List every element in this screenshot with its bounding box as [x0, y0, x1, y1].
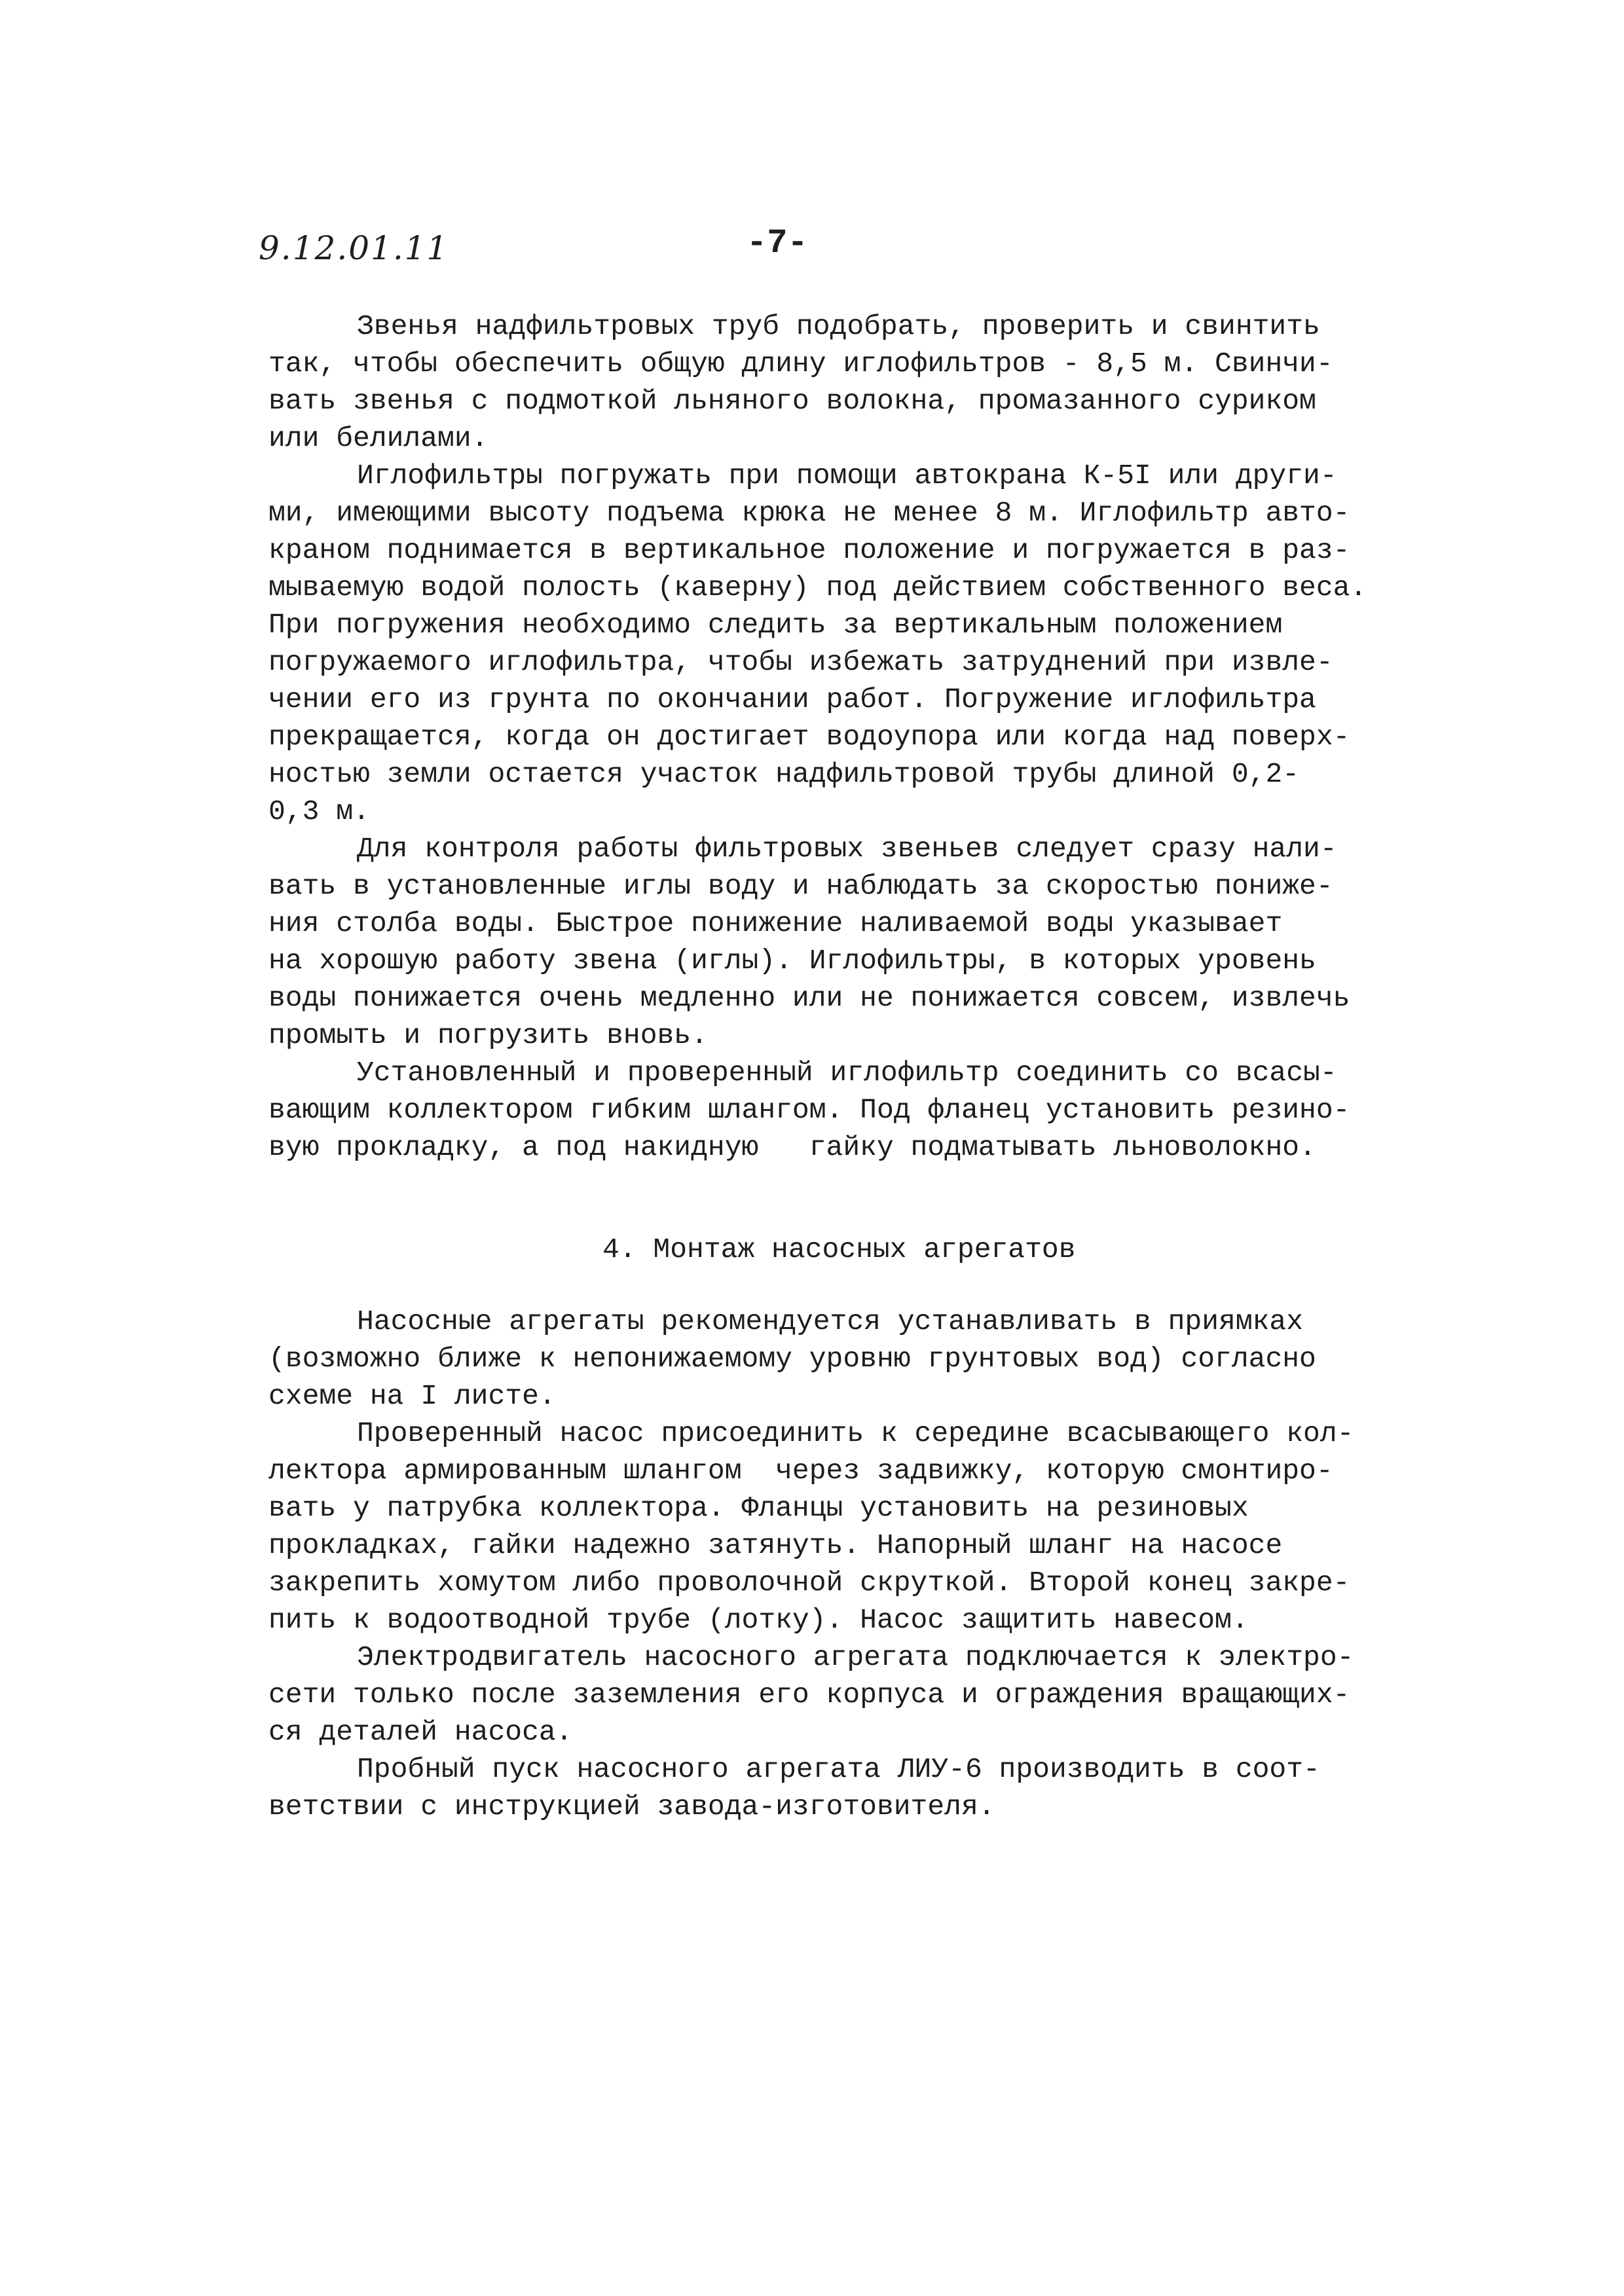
text-line: 0,3 м. [268, 795, 370, 828]
text-line: чении его из грунта по окончании работ. Погружение иглофильтра [268, 683, 1316, 716]
text-line: так, чтобы обеспечить общую длину иглофильтров - 8,5 м. Свинчи- [268, 348, 1333, 380]
text-line: вающим коллектором гибким шлангом. Под фланец установить резино- [268, 1094, 1350, 1126]
text-line: Пробный пуск насосного агрегата ЛИУ-6 производить в соот- [357, 1753, 1320, 1785]
text-line: воды понижается очень медленно или не понижается совсем, извлечь [268, 982, 1350, 1014]
text-line: схеме на I листе. [268, 1380, 556, 1412]
text-line: ностью земли остается участок надфильтровой трубы длиной 0,2- [268, 758, 1300, 790]
text-line: При погружения необходимо следить за вертикальным положением [268, 609, 1283, 641]
text-line: (возможно ближе к непонижаемому уровню грунтовых вод) согласно [268, 1343, 1316, 1375]
text-line: мываемую водой полость (каверну) под действием собственного веса. [268, 572, 1367, 604]
text-line: пить к водоотводной трубе (лотку). Насос защитить навесом. [268, 1604, 1249, 1636]
text-line: вать в установленные иглы воду и наблюдать за скоростью пониже- [268, 870, 1333, 902]
text-line: или белилами. [268, 422, 489, 454]
text-line: Иглофильтры погружать при помощи автокрана К-5I или други- [357, 460, 1337, 492]
text-line: Проверенный насос присоединить к середине всасывающего кол- [357, 1417, 1354, 1449]
text-line: промыть и погрузить вновь. [268, 1019, 708, 1051]
text-line: ния столба воды. Быстрое понижение наливаемой воды указывает [268, 907, 1283, 939]
text-line: Для контроля работы фильтровых звеньев следует сразу нали- [357, 833, 1337, 865]
text-line: ветствии с инструкцией завода-изготовителя. [268, 1791, 995, 1823]
body-text-block-1 [268, 308, 1369, 1166]
text-line: вую прокладку, а под накидную гайку подматывать льноволокно. [268, 1131, 1316, 1163]
document-code: 9.12.01.11 [259, 229, 449, 267]
text-line: на хорошую работу звена (иглы). Иглофильтры, в которых уровень [268, 945, 1316, 977]
text-line: ми, имеющими высоту подъема крюка не менее 8 м. Иглофильтр авто- [268, 497, 1350, 529]
text-line: лектора армированным шлангом через задвижку, которую смонтиро- [268, 1455, 1333, 1487]
text-line: Насосные агрегаты рекомендуется устанавливать в приямках [357, 1305, 1304, 1338]
text-line: ся деталей насоса. [268, 1716, 573, 1748]
text-line: закрепить хомутом либо проволочной скруткой. Второй конец закре- [268, 1567, 1350, 1599]
text-line: краном поднимается в вертикальное положение и погружается в раз- [268, 534, 1350, 566]
text-line: вать у патрубка коллектора. Фланцы установить на резиновых [268, 1492, 1249, 1524]
page-number: -7- [747, 224, 808, 263]
text-line: погружаемого иглофильтра, чтобы избежать затруднений при извле- [268, 646, 1333, 678]
section-heading: 4. Монтаж насосных агрегатов [602, 1233, 1076, 1266]
text-line: Электродвигатель насосного агрегата подключается к электро- [357, 1641, 1354, 1673]
text-line: Установленный и проверенный иглофильтр соединить со всасы- [357, 1057, 1337, 1089]
text-line: Звенья надфильтровых труб подобрать, проверить и свинтить [357, 310, 1320, 342]
text-line: сети только после заземления его корпуса и ограждения вращающих- [268, 1679, 1350, 1711]
text-line: прокладках, гайки надежно затянуть. Напорный шланг на насосе [268, 1529, 1283, 1561]
text-line: вать звенья с подмоткой льняного волокна, промазанного суриком [268, 385, 1316, 417]
body-text-block-2 [268, 1303, 1369, 1825]
text-line: прекращается, когда он достигает водоупора или когда над поверх- [268, 721, 1350, 753]
